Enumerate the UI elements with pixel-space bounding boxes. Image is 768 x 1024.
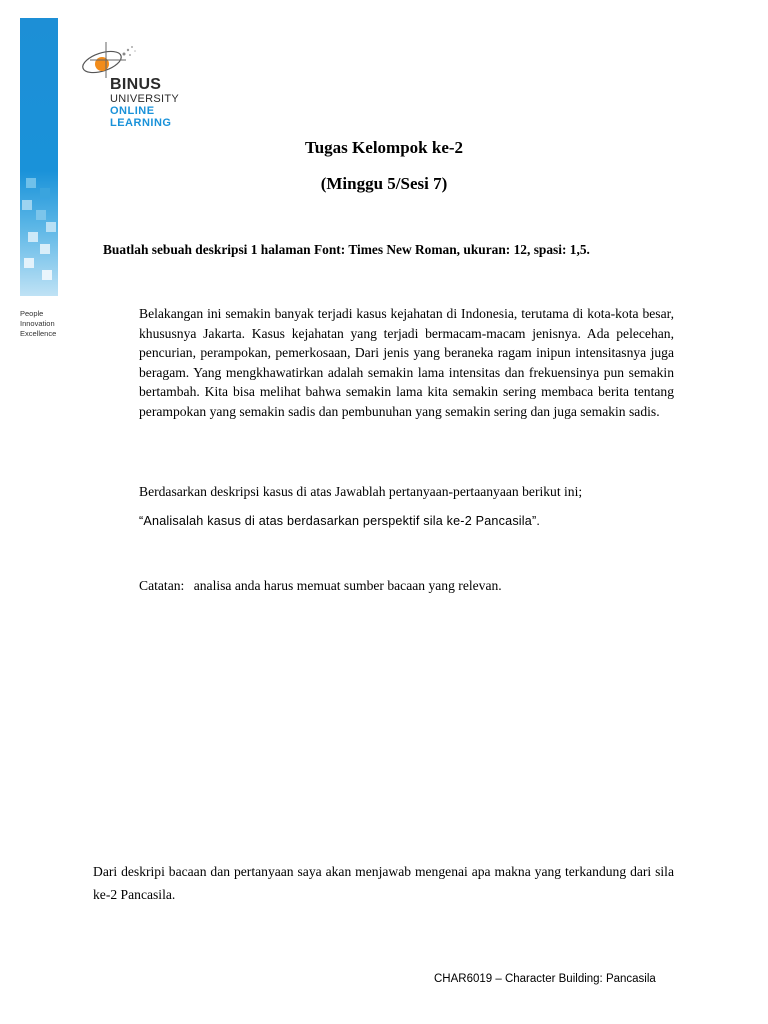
question-prompt: Berdasarkan deskripsi kasus di atas Jawablah pertanyaan-pertaanyaan berikut ini;: [139, 484, 583, 499]
course-footer: CHAR6019 – Character Building: Pancasila: [434, 973, 656, 985]
note-label: Catatan:: [139, 578, 185, 593]
format-instruction: Buatlah sebuah deskripsi 1 halaman Font: Times New Roman, ukuran: 12, spasi: 1,5.: [103, 242, 590, 257]
tagline-line: People: [20, 309, 44, 318]
binus-logo-wordmark: [110, 77, 179, 129]
logo-online: ONLINE: [110, 105, 155, 117]
logo-university: UNIVERSITY: [110, 93, 180, 105]
tagline: [20, 309, 56, 339]
note-text: analisa anda harus memuat sumber bacaan yang relevan.: [193, 578, 502, 593]
page-subtitle: (Minggu 5/Sesi 7): [320, 174, 448, 193]
note: [139, 578, 502, 594]
question-text: “Analisalah kasus di atas berdasarkan perspektif sila ke-2 Pancasila”.: [139, 514, 541, 528]
case-description: Belakangan ini semakin banyak terjadi kasus kejahatan di Indonesia, terutama di kota-kota besar, khususnya Jakarta. Kasus kejahatan yang terjadi bermacam-macam jenisnya. Ada pelecehan, pencurian, perampokan, pemerkosaan, Dari jenis yang beraneka ragam inipun intensitasnya juga beragam. Yang mengkhawatirkan adalah semakin lama intensitas dan frekuensinya pun semakin bertambah. Kita bisa melihat bahwa semakin lama kita semakin sering membaca berita tentang perampokan yang semakin sadis dan pembunuhan yang semakin sering dan juga semakin sadis.: [139, 306, 674, 419]
tagline-line: Innovation: [20, 319, 55, 328]
logo-learning: LEARNING: [110, 117, 172, 129]
page-title: Tugas Kelompok ke-2: [304, 138, 464, 157]
binus-logo-icon: [80, 40, 150, 80]
logo-binus: BINUS: [110, 76, 162, 93]
answer-intro: Dari deskripi bacaan dan pertanyaan saya akan menjawab mengenai apa makna yang terkandung dari sila ke-2 Pancasila.: [93, 864, 674, 902]
tagline-line: Excellence: [20, 329, 57, 338]
